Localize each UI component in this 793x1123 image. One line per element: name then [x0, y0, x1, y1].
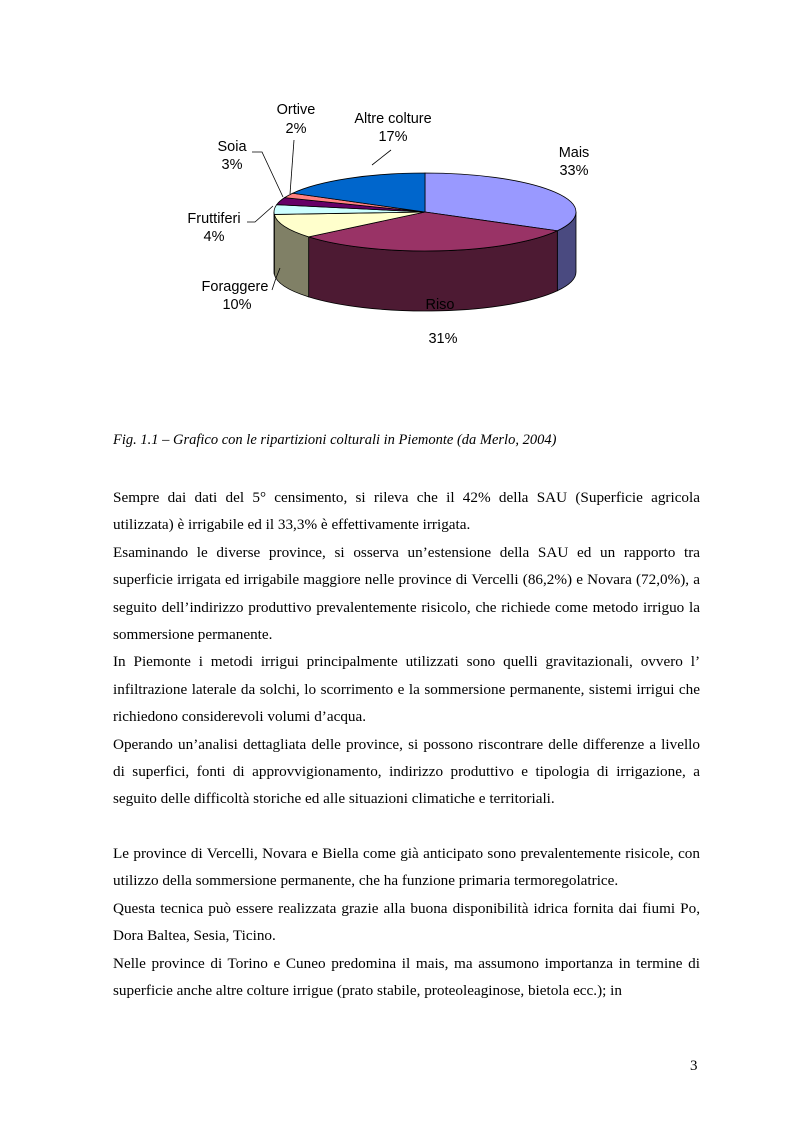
- pie-value-altre-colture: 17%: [378, 129, 408, 145]
- pie-chart: [0, 0, 793, 420]
- leader-line-ortive: [290, 140, 294, 194]
- pie-label-ortive: Ortive: [276, 102, 316, 118]
- pie-label-altre-colture: Altre colture: [354, 111, 432, 127]
- pie-label-fruttiferi: Fruttiferi: [187, 211, 241, 227]
- pie-value-foraggere: 10%: [222, 297, 252, 313]
- pie-label-riso: Riso: [425, 297, 455, 313]
- pie-label-mais: Mais: [558, 145, 590, 161]
- paragraph: Questa tecnica può essere realizzata grazie alla buona disponibilità idrica fornita dai fiumi Po, Dora Baltea, Sesia, Ticino.: [113, 899, 700, 945]
- paragraph: Le province di Vercelli, Novara e Biella come già anticipato sono prevalentemente risicole, con utilizzo della sommersione permanente, che ha funzione primaria termoregolatrice.: [113, 844, 700, 890]
- paragraph: Operando un’analisi dettagliata delle province, si possono riscontrare delle differenze a livello di superfici, fonti di approvvigionamento, indirizzo produttivo e tipologia di irrigazione, a seguito delle difficoltà storiche ed alle situazioni climatiche e territoriali.: [113, 735, 700, 808]
- pie-value-ortive: 2%: [285, 121, 307, 137]
- pie-label-soia: Soia: [217, 139, 247, 155]
- paragraph: Sempre dai dati del 5° censimento, si rileva che il 42% della SAU (Superficie agricola utilizzata) è irrigabile ed il 33,3% è effettivamente irrigata.: [113, 489, 700, 534]
- leader-line-soia: [252, 152, 283, 197]
- figure-caption: Fig. 1.1 – Grafico con le ripartizioni colturali in Piemonte (da Merlo, 2004): [113, 432, 557, 448]
- pie-value-fruttiferi: 4%: [203, 229, 225, 245]
- pie-label-foraggere: Foraggere: [201, 279, 269, 295]
- leader-line-altre-colture: [372, 150, 391, 165]
- paragraph: Esaminando le diverse province, si osserva un’estensione della SAU ed un rapporto tra superficie irrigata ed irrigabile maggiore nelle province di Vercelli (86,2%) e Novara (72,0%), a seguito dell’indirizzo produttivo prevalentemente risicolo, che richiede come metodo irriguo la sommersione permanente.: [113, 543, 700, 644]
- leader-line-fruttiferi: [247, 206, 273, 222]
- pie-value-soia: 3%: [221, 157, 243, 173]
- paragraph: In Piemonte i metodi irrigui principalmente utilizzati sono quelli gravitazionali, ovvero l’ infiltrazione laterale da solchi, lo scorrimento e la sommersione permanente, sistemi irrigui che richiedono considerevoli volumi d’acqua.: [113, 653, 700, 726]
- pie-value-riso: 31%: [428, 331, 458, 347]
- body-text: [113, 484, 700, 1004]
- paragraph: Nelle province di Torino e Cuneo predomina il mais, ma assumono importanza in termine di superficie anche altre colture irrigue (prato stabile, proteoleaginose, bietola ecc.); in: [113, 954, 700, 999]
- page-number: 3: [690, 1058, 698, 1074]
- pie-value-mais: 33%: [559, 163, 589, 179]
